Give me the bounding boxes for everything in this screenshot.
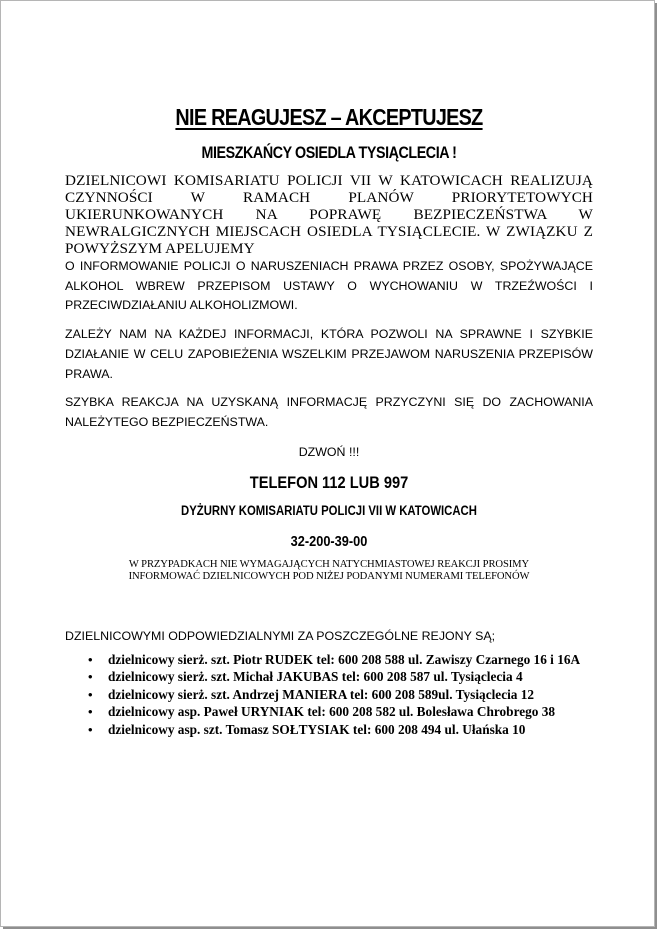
bullet-icon: •	[88, 704, 93, 720]
officers-list	[65, 651, 593, 739]
document-content	[65, 102, 593, 738]
non-urgent-note-line-1: W PRZYPADKACH NIE WYMAGAJĄCYCH NATYCHMIASTOWEJ REAKCJI PROSIMY	[128, 558, 530, 570]
call-to-action: DZWOŃ !!!	[298, 444, 360, 459]
bullet-icon: •	[88, 669, 93, 685]
bullet-icon: •	[88, 721, 93, 737]
regions-heading: DZIELNICOWYMI ODPOWIEDZIALNYMI ZA POSZCZEGÓLNE REJONY SĄ;	[65, 628, 496, 643]
bullet-icon: •	[88, 651, 93, 667]
document-title: NIE REAGUJESZ – AKCEPTUJESZ	[175, 104, 483, 130]
list-item	[65, 686, 593, 704]
list-item	[65, 651, 593, 669]
non-urgent-note-line-2: INFORMOWAĆ DZIELNICOWYCH POD NIŻEJ PODANYMI NUMERAMI TELEFONÓW	[128, 571, 530, 583]
list-item	[65, 703, 593, 721]
non-urgent-note	[65, 559, 593, 584]
document-subtitle: MIESZKAŃCY OSIEDLA TYSIĄCLECIA !	[201, 143, 457, 162]
duty-officer-label: DYŻURNY KOMISARIATU POLICJI VII W KATOWICACH	[181, 502, 477, 518]
officer-entry: dzielnicowy asp. Paweł URYNIAK tel: 600 208 582 ul. Bolesława Chrobrego 38	[108, 704, 556, 720]
officer-entry: dzielnicowy sierż. szt. Andrzej MANIERA tel: 600 208 589ul. Tysiąclecia 12	[108, 686, 535, 702]
duty-officer-number: 32-200-39-00	[290, 533, 368, 550]
list-item	[65, 668, 593, 686]
officer-entry: dzielnicowy sierż. szt. Michał JAKUBAS tel: 600 208 587 ul. Tysiąclecia 4	[108, 669, 523, 685]
bullet-icon: •	[88, 686, 93, 702]
intro-paragraph-sans: O INFORMOWANIE POLICJI O NARUSZENIACH PRAWA PRZEZ OSOBY, SPOŻYWAJĄCE ALKOHOL WBREW PRZEPISOM USTAWY O WYCHOWANIU W TRZEŹWOŚCI I PRZECIWDZIAŁANIU ALKOHOLIZMOWI.	[65, 259, 593, 313]
intro-paragraph-serif: DZIELNICOWI KOMISARIATU POLICJI VII W KATOWICACH REALIZUJĄ CZYNNOŚCI W RAMACH PLANÓW PRIORYTETOWYCH UKIERUNKOWANYCH NA POPRAWĘ BEZPIECZEŃSTWA W NEWRALGICZNYCH MIEJSCACH OSIEDLA TYSIĄCLECIE. W ZWIĄZKU Z POWYŻSZYM APELUJEMY	[65, 172, 593, 257]
officer-entry: dzielnicowy sierż. szt. Piotr RUDEK tel: 600 208 588 ul. Zawiszy Czarnego 16 i 16A	[108, 651, 581, 667]
list-item	[65, 721, 593, 739]
paragraph-information: ZALEŻY NAM NA KAŻDEJ INFORMACJI, KTÓRA POZWOLI NA SPRAWNE I SZYBKIE DZIAŁANIE W CELU ZAPOBIEŻENIA WSZELKIM PRZEJAWOM NARUSZENIA PRZEPISÓW PRAWA.	[65, 326, 593, 381]
officer-entry: dzielnicowy asp. szt. Tomasz SOŁTYSIAK tel: 600 208 494 ul. Ułańska 10	[108, 721, 526, 737]
emergency-phone-line: TELEFON 112 LUB 997	[249, 472, 409, 492]
paragraph-reaction: SZYBKA REAKCJA NA UZYSKANĄ INFORMACJĘ PRZYCZYNI SIĘ DO ZACHOWANIA NALEŻYTEGO BEZPIECZEŃSTWA.	[65, 394, 593, 429]
